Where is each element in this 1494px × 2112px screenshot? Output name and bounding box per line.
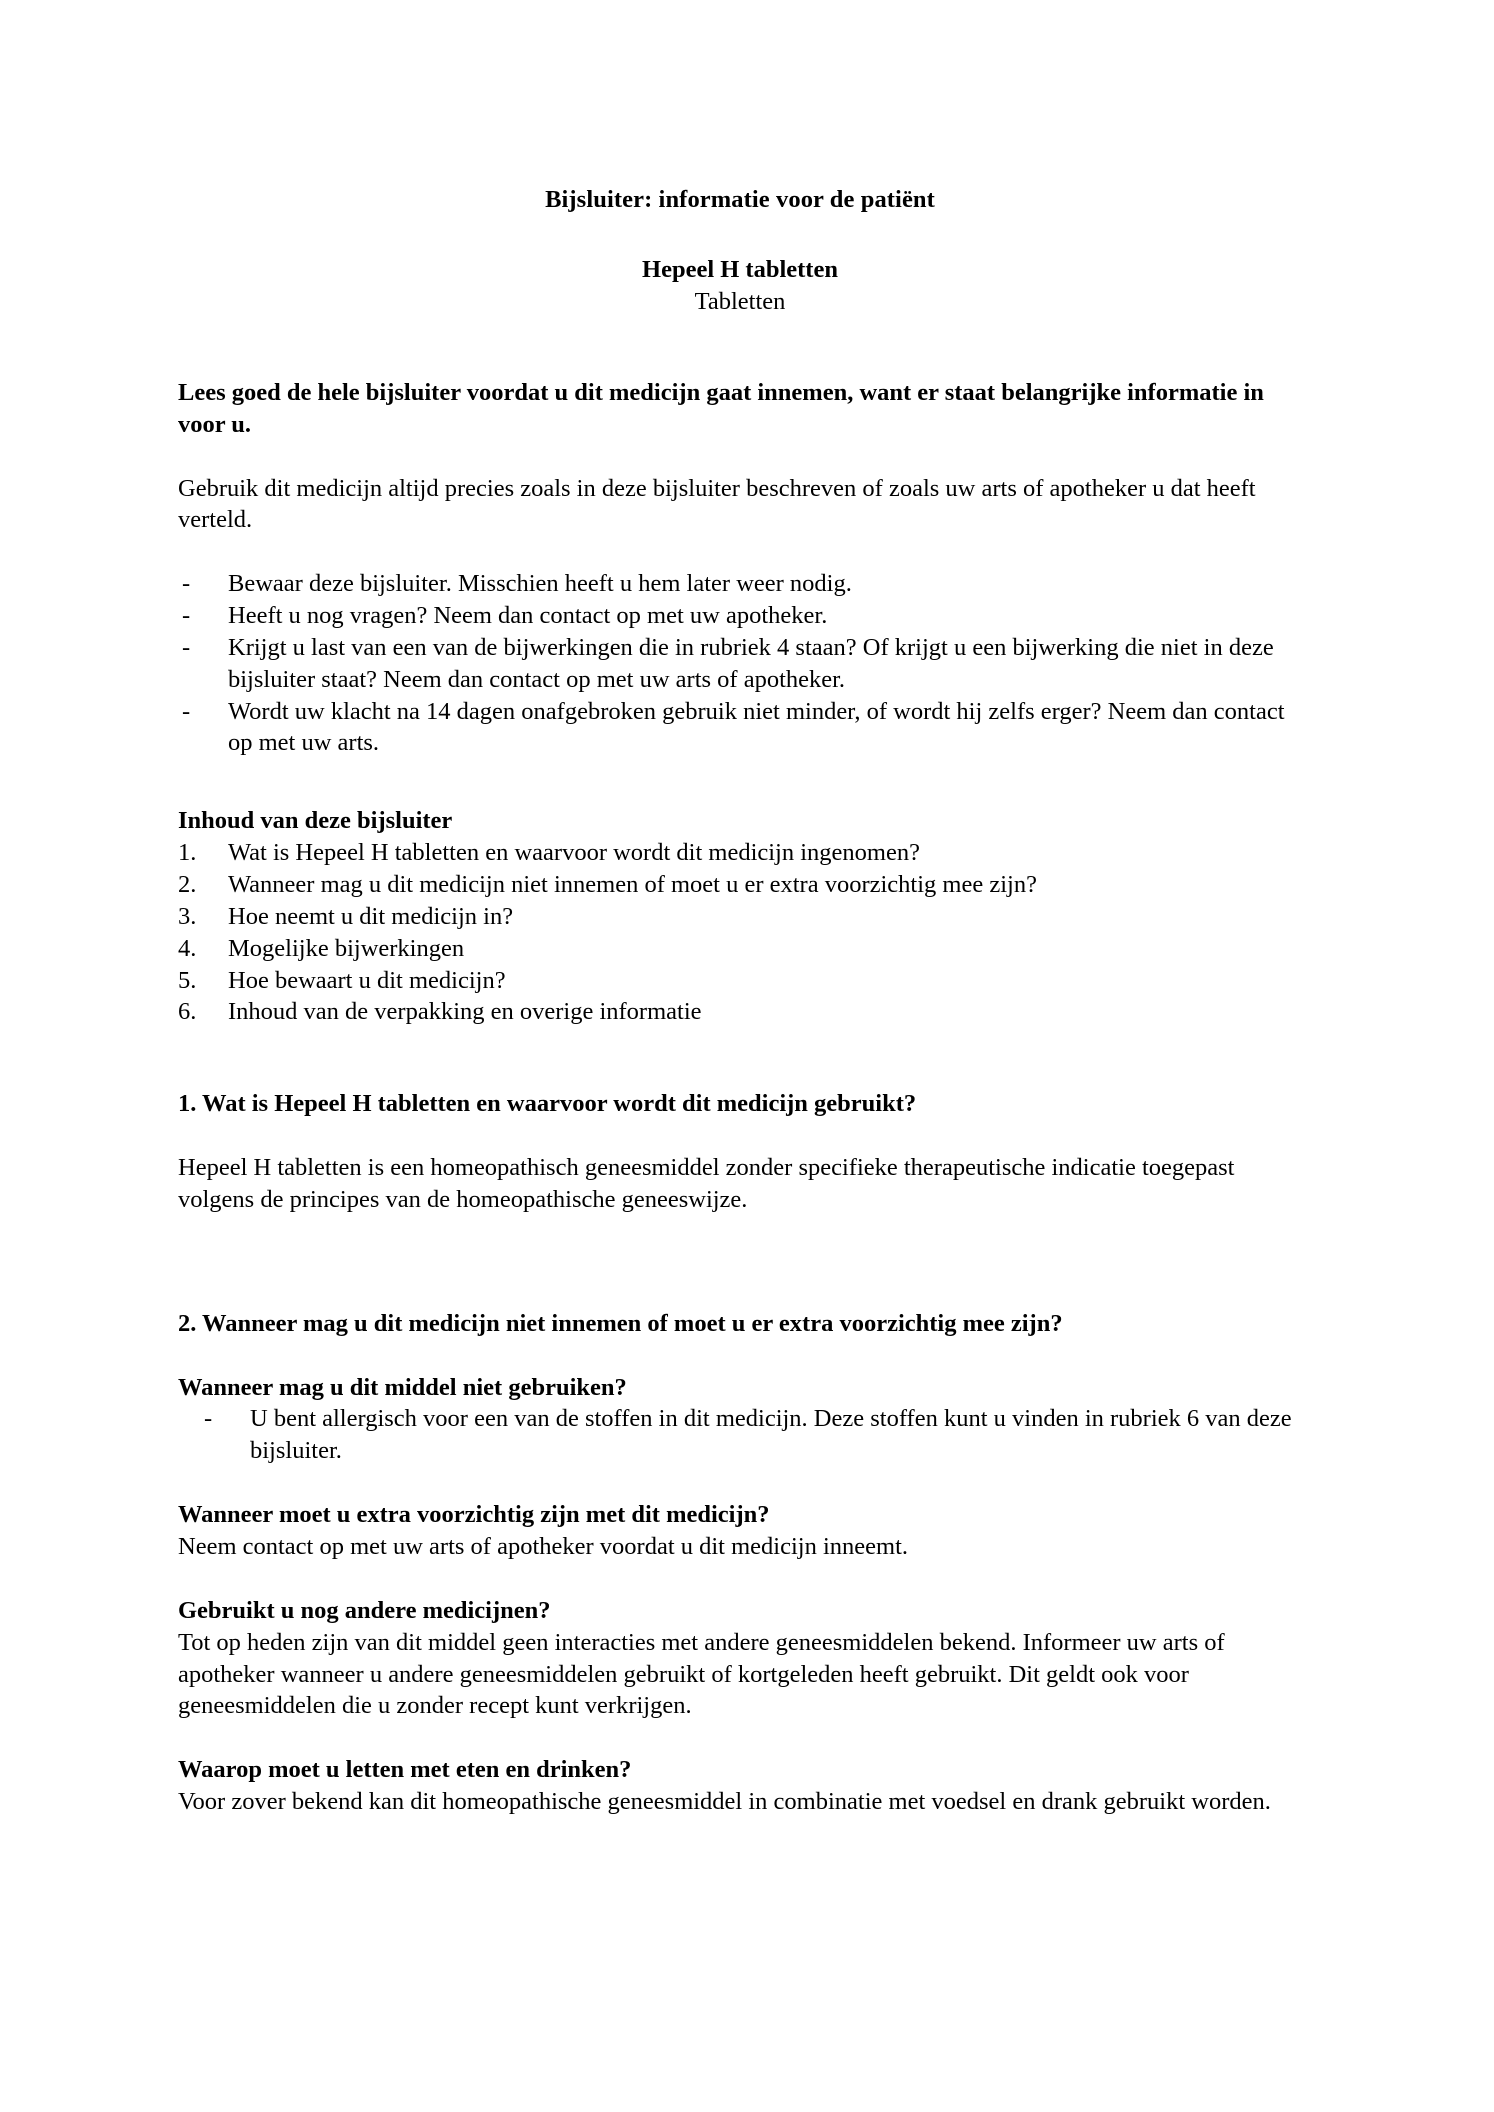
list-item	[178, 933, 1302, 965]
list-item	[178, 869, 1302, 901]
section-1-body: Hepeel H tabletten is een homeopathisch geneesmiddel zonder specifieke therapeutische indicatie toegepast volgens de principes van de homeopathische geneeswijze.	[178, 1154, 1235, 1213]
list-item-label: Wat is Hepeel H tabletten en waarvoor wordt dit medicijn ingenomen?	[228, 839, 920, 867]
list-item-label: Inhoud van de verpakking en overige informatie	[228, 998, 702, 1026]
document-title: Bijsluiter: informatie voor de patiënt	[545, 186, 935, 213]
section-2-sub-1-list	[178, 1403, 1302, 1467]
section-2-sub-2-heading: Wanneer moet u extra voorzichtig zijn met dit medicijn?	[178, 1501, 770, 1529]
product-heading-block	[178, 254, 1302, 317]
list-item-number: 4.	[178, 934, 197, 962]
list-item-label: Hoe bewaart u dit medicijn?	[228, 966, 506, 994]
list-item-label: Mogelijke bijwerkingen	[228, 934, 465, 962]
toc-heading: Inhoud van deze bijsluiter	[178, 807, 453, 835]
list-item	[178, 837, 1302, 869]
section-1-heading: 1. Wat is Hepeel H tabletten en waarvoor wordt dit medicijn gebruikt?	[178, 1090, 917, 1118]
list-item	[178, 696, 1302, 760]
list-item-label: Wanneer mag u dit medicijn niet innemen of moet u er extra voorzichtig mee zijn?	[228, 871, 1037, 899]
intro-warning: Lees goed de hele bijsluiter voordat u dit medicijn gaat innemen, want er staat belangrijke informatie in voor u.	[178, 378, 1264, 438]
section-2-sub-3-body: Tot op heden zijn van dit middel geen interacties met andere geneesmiddelen bekend. Informeer uw arts of apotheker wanneer u andere geneesmiddelen gebruikt of kortgeleden heeft gebruikt. Dit geldt ook voor geneesmiddelen die u zonder recept kunt verkrijgen.	[178, 1628, 1225, 1720]
list-item-label: Heeft u nog vragen? Neem dan contact op met uw apotheker.	[228, 602, 828, 630]
list-item-label: Bewaar deze bijsluiter. Misschien heeft u hem later weer nodig.	[228, 570, 852, 598]
intro-bullet-list	[178, 568, 1302, 759]
section-2-sub-3-heading: Gebruikt u nog andere medicijnen?	[178, 1596, 551, 1624]
list-item	[178, 600, 1302, 632]
list-item	[178, 965, 1302, 997]
list-item-number: 6.	[178, 998, 197, 1026]
dash-bullet-icon: -	[182, 633, 191, 661]
dash-bullet-icon: -	[182, 570, 191, 598]
list-item	[178, 568, 1302, 600]
list-item-label: Krijgt u last van een van de bijwerkingen die in rubriek 4 staan? Of krijgt u een bijwerking die niet in deze bijsluiter staat? Neem dan contact op met uw arts of apotheker.	[228, 633, 1274, 693]
list-item-number: 3.	[178, 902, 197, 930]
list-item	[178, 632, 1302, 696]
list-item-number: 2.	[178, 871, 197, 899]
section-2-sub-1-heading: Wanneer mag u dit middel niet gebruiken?	[178, 1373, 627, 1401]
dash-bullet-icon: -	[182, 602, 191, 630]
section-2-sub-4-body: Voor zover bekend kan dit homeopathische geneesmiddel in combinatie met voedsel en drank gebruikt worden.	[178, 1788, 1271, 1816]
product-name: Hepeel H tabletten	[642, 256, 838, 284]
product-form: Tabletten	[694, 287, 786, 315]
intro-usage-note: Gebruik dit medicijn altijd precies zoals in deze bijsluiter beschreven of zoals uw arts of apotheker u dat heeft verteld.	[178, 474, 1256, 534]
list-item-number: 5.	[178, 966, 197, 994]
toc-list	[178, 837, 1302, 1028]
section-2-heading: 2. Wanneer mag u dit medicijn niet innemen of moet u er extra voorzichtig mee zijn?	[178, 1309, 1063, 1337]
list-item	[178, 901, 1302, 933]
list-item-label: U bent allergisch voor een van de stoffen in dit medicijn. Deze stoffen kunt u vinden in rubriek 6 van deze bijsluiter.	[250, 1405, 1292, 1465]
list-item-label: Wordt uw klacht na 14 dagen onafgebroken gebruik niet minder, of wordt hij zelfs erger? Neem dan contact op met uw arts.	[228, 697, 1285, 757]
list-item	[178, 996, 1302, 1028]
section-2-sub-4-heading: Waarop moet u letten met eten en drinken?	[178, 1756, 632, 1784]
document-content	[178, 186, 1302, 1818]
dash-bullet-icon: -	[182, 697, 191, 725]
dash-bullet-icon: -	[204, 1405, 213, 1433]
list-item	[178, 1403, 1302, 1467]
section-2-sub-2-body: Neem contact op met uw arts of apotheker voordat u dit medicijn inneemt.	[178, 1532, 909, 1560]
list-item-label: Hoe neemt u dit medicijn in?	[228, 902, 514, 930]
list-item-number: 1.	[178, 839, 197, 867]
